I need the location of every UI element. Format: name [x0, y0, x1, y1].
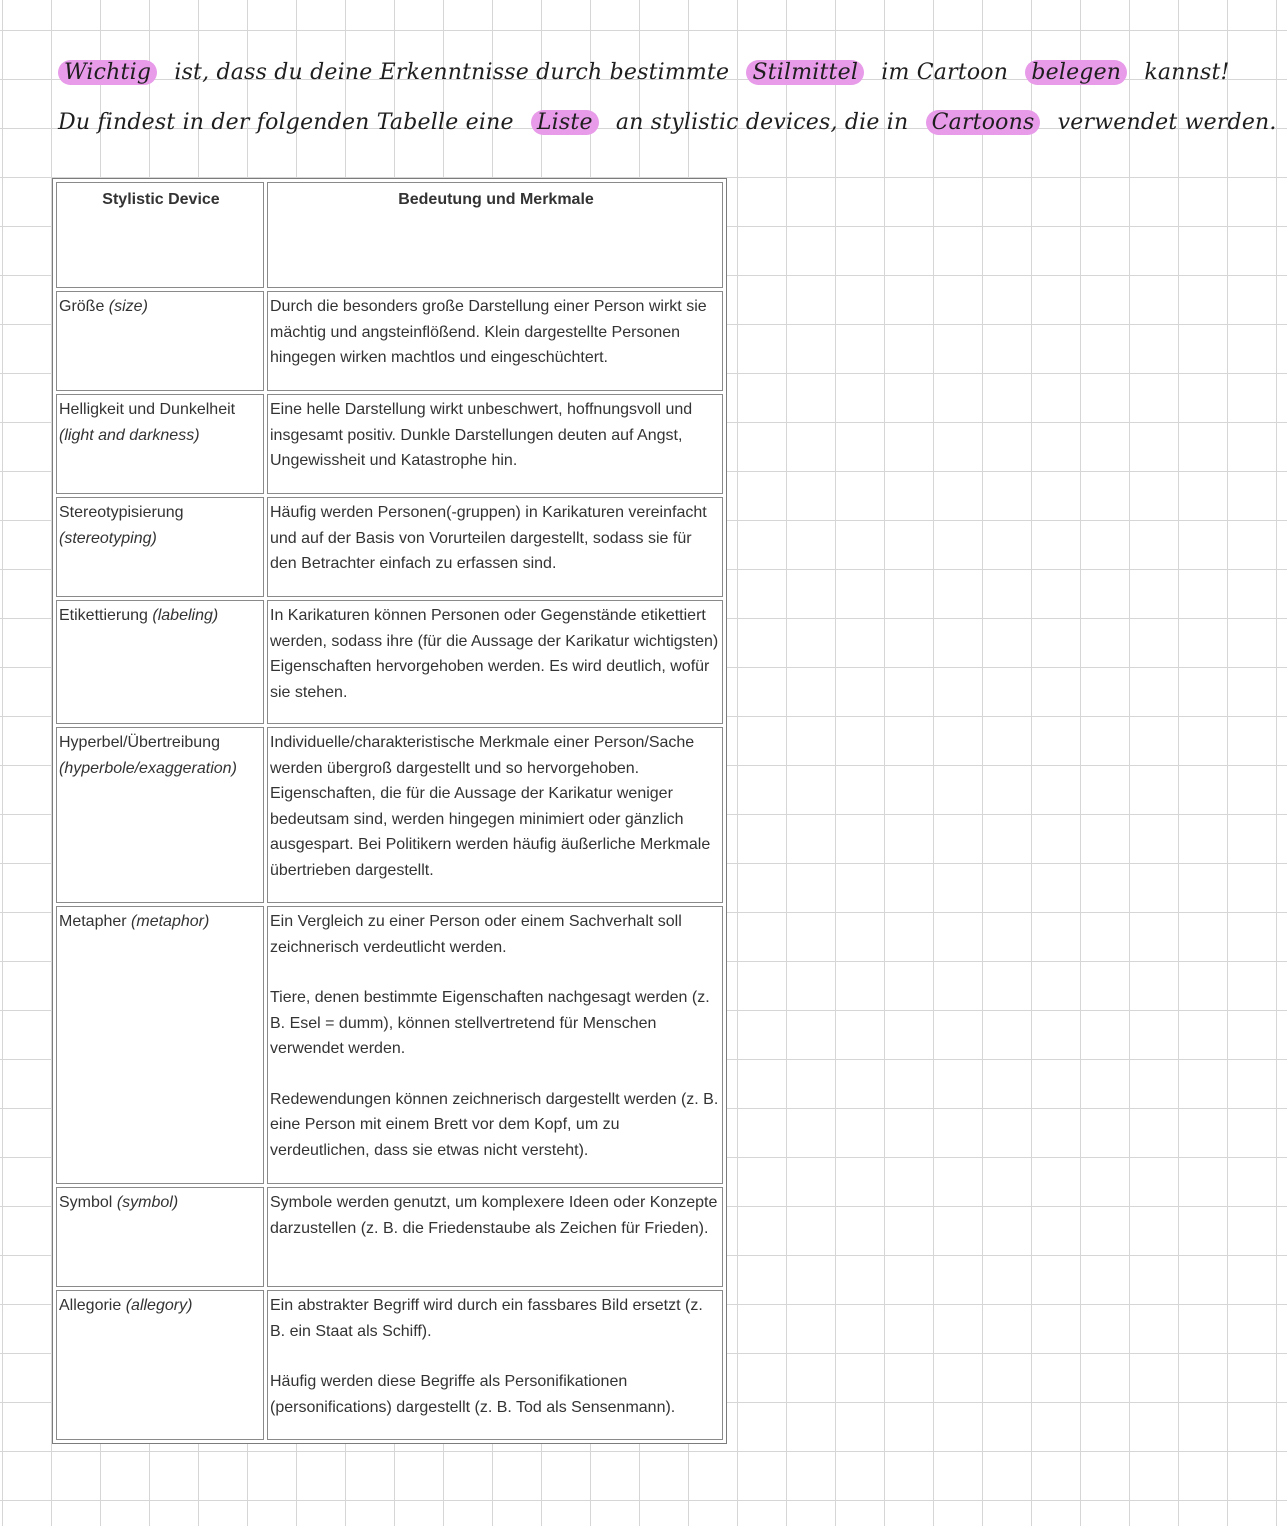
meaning-cell	[267, 1187, 723, 1287]
intro-text: verwendet werden.	[1057, 110, 1277, 135]
intro-word-highlighted: Stilmittel	[746, 60, 864, 85]
device-cell	[56, 497, 264, 597]
table-row	[56, 1187, 723, 1287]
meaning-text: In Karikaturen können Personen oder Gegenstände etikettiert werden, sodass ihre (für die Aussage der Karikatur wichtigsten) Eigenschaften hervorgehoben werden. Es wird deutlich, wofür sie stehen.	[270, 607, 719, 701]
header-meaning: Bedeutung und Merkmale	[267, 182, 723, 288]
intro-text: ist, dass du deine Erkenntnisse durch bestimmte	[174, 60, 730, 85]
meaning-cell	[267, 600, 723, 724]
device-name-english: (symbol)	[116, 1194, 179, 1211]
meaning-text: Häufig werden diese Begriffe als Personifikationen (personifications) dargestellt (z. B. Tod als Sensenmann).	[270, 1373, 676, 1416]
device-cell	[56, 1187, 264, 1287]
meaning-cell	[267, 394, 723, 494]
stylistic-devices-table	[52, 178, 727, 1444]
device-name: Allegorie	[59, 1297, 122, 1314]
meaning-text: Durch die besonders große Darstellung einer Person wirkt sie mächtig und angsteinflößend. Klein dargestellte Personen hingegen wirken machtlos und eingeschüchtert.	[270, 298, 707, 366]
meaning-text: Individuelle/charakteristische Merkmale einer Person/Sache werden übergroß dargestellt und so hervorgehoben. Eigenschaften, die für die Aussage der Karikatur weniger bedeutsam sind, werden hingegen minimiert oder gänzlich ausgespart. Bei Politikern werden häufig äußerliche Merkmale übertrieben dargestellt.	[270, 734, 711, 879]
device-name: Symbol	[59, 1194, 113, 1211]
table-row	[56, 394, 723, 494]
device-name-english: (size)	[108, 298, 148, 315]
device-name-english: (stereotyping)	[59, 529, 157, 547]
intro-text: Du findest in der folgenden Tabelle eine	[58, 110, 514, 135]
device-cell	[56, 906, 264, 1184]
intro-word-highlighted: belegen	[1025, 60, 1127, 85]
meaning-text: Eine helle Darstellung wirkt unbeschwert, hoffnungsvoll und insgesamt positiv. Dunkle Darstellungen deuten auf Angst, Ungewissheit und Katastrophe hin.	[270, 401, 693, 469]
meaning-text: Häufig werden Personen(-gruppen) in Karikaturen vereinfacht und auf der Basis von Vorurteilen dargestellt, sodass sie für den Betrachter einfach zu erfassen sind.	[270, 504, 707, 572]
intro-word-highlighted: Wichtig	[58, 60, 157, 85]
table-row	[56, 291, 723, 391]
intro-text: kannst!	[1144, 60, 1230, 85]
handwritten-intro	[58, 48, 1277, 148]
meaning-cell	[267, 291, 723, 391]
intro-line-2	[58, 98, 1277, 148]
table-row	[56, 727, 723, 903]
device-name: Hyperbel/Übertreibung	[59, 734, 220, 751]
meaning-text: Tiere, denen bestimmte Eigenschaften nachgesagt werden (z. B. Esel = dumm), können stellvertretend für Menschen verwendet werden.	[270, 989, 710, 1057]
meaning-cell	[267, 1290, 723, 1440]
intro-word-highlighted: Cartoons	[926, 110, 1041, 135]
meaning-text: Redewendungen können zeichnerisch dargestellt werden (z. B. eine Person mit einem Brett vor dem Kopf, um zu verdeutlichen, dass sie etwas nicht versteht).	[270, 1090, 719, 1159]
meaning-text: Ein abstrakter Begriff wird durch ein fassbares Bild ersetzt (z. B. ein Staat als Schiff).	[270, 1297, 703, 1340]
table-row	[56, 497, 723, 597]
intro-text: im Cartoon	[881, 60, 1009, 85]
device-name-english: (labeling)	[152, 607, 219, 624]
table-header-row	[56, 182, 723, 288]
meaning-cell	[267, 497, 723, 597]
device-cell	[56, 727, 264, 903]
paragraph-gap	[270, 1344, 722, 1369]
meaning-cell	[267, 727, 723, 903]
device-cell	[56, 291, 264, 391]
meaning-text: Ein Vergleich zu einer Person oder einem Sachverhalt soll zeichnerisch verdeutlicht werden.	[270, 913, 682, 956]
device-name: Größe	[59, 298, 105, 315]
table-row	[56, 600, 723, 724]
intro-word-highlighted: Liste	[531, 110, 599, 135]
device-name-english: (hyperbole/exaggeration)	[59, 759, 237, 777]
intro-line-1	[58, 48, 1230, 98]
device-name-english: (allegory)	[125, 1297, 193, 1314]
device-name: Stereotypisierung	[59, 504, 184, 521]
header-stylistic-device: Stylistic Device	[56, 182, 264, 288]
device-cell	[56, 394, 264, 494]
paragraph-gap	[270, 960, 722, 985]
device-name: Helligkeit und Dunkelheit	[59, 401, 236, 418]
device-name-english: (metaphor)	[131, 913, 210, 930]
meaning-cell	[267, 906, 723, 1184]
table-row	[56, 906, 723, 1184]
table-row	[56, 1290, 723, 1440]
device-name: Etikettierung	[59, 607, 148, 624]
device-name: Metapher	[59, 913, 127, 930]
device-name-english: (light and darkness)	[59, 426, 200, 444]
intro-text: an stylistic devices, die in	[615, 110, 909, 135]
meaning-text: Symbole werden genutzt, um komplexere Ideen oder Konzepte darzustellen (z. B. die Friedenstaube als Zeichen für Frieden).	[270, 1194, 718, 1237]
paragraph-gap	[270, 1062, 722, 1087]
device-cell	[56, 600, 264, 724]
device-cell	[56, 1290, 264, 1440]
